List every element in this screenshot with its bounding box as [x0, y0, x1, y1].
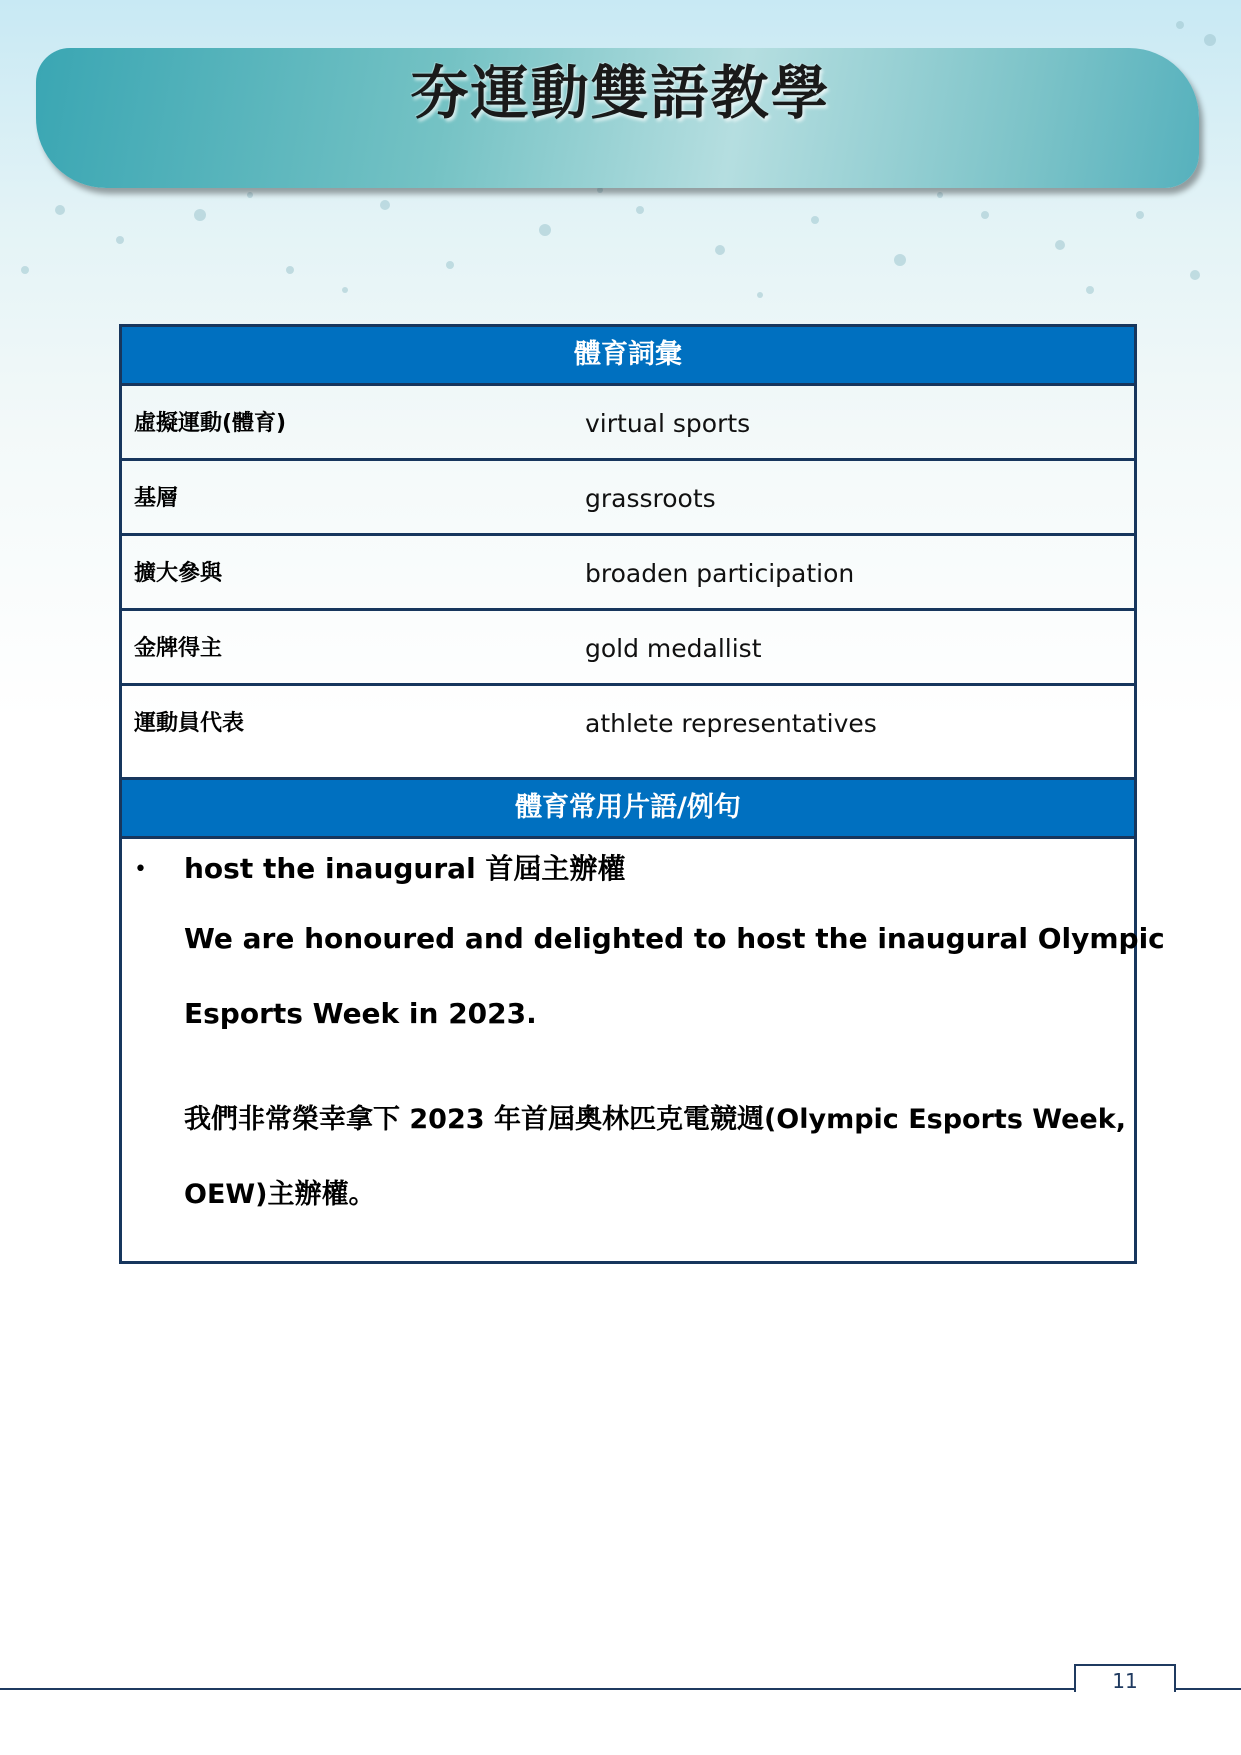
- vocabulary-table: [119, 324, 1165, 1264]
- page-number: 11: [1074, 1664, 1176, 1692]
- term-zh: 運動員代表: [134, 711, 245, 736]
- example-en-line-2: Esports Week in 2023.: [184, 997, 537, 1030]
- table-row: [122, 611, 1134, 686]
- vocab-heading: 體育詞彙: [122, 327, 1134, 386]
- table-row: [122, 686, 1134, 777]
- term-zh: 虛擬運動(體育): [134, 411, 287, 436]
- term-zh: 擴大參與: [134, 561, 223, 586]
- term-en: grassroots: [585, 484, 716, 513]
- term-en: virtual sports: [585, 409, 751, 438]
- table-row: [122, 461, 1134, 536]
- term-en: gold medallist: [585, 634, 762, 663]
- table-row: [122, 386, 1134, 461]
- term-en: broaden participation: [585, 559, 855, 588]
- phrases-heading: 體育常用片語/例句: [122, 777, 1134, 839]
- phrase-term: host the inaugural 首屆主辦權: [184, 852, 626, 885]
- term-zh: 金牌得主: [134, 636, 223, 661]
- example-zh-line-1: 我們非常榮幸拿下 2023 年首屆奧林匹克電競週(Olympic Esports Week,: [184, 1104, 1126, 1135]
- table-row: [122, 536, 1134, 611]
- bullet: •: [134, 857, 147, 882]
- footer-rule: [0, 1688, 1241, 1690]
- term-en: athlete representatives: [585, 709, 877, 738]
- example-zh-line-2: OEW)主辦權。: [184, 1179, 376, 1210]
- example-en-line-1: We are honoured and delighted to host the inaugural Olympic: [184, 922, 1165, 955]
- page-title: 夯運動雙語教學: [410, 59, 831, 127]
- term-zh: 基層: [134, 486, 179, 511]
